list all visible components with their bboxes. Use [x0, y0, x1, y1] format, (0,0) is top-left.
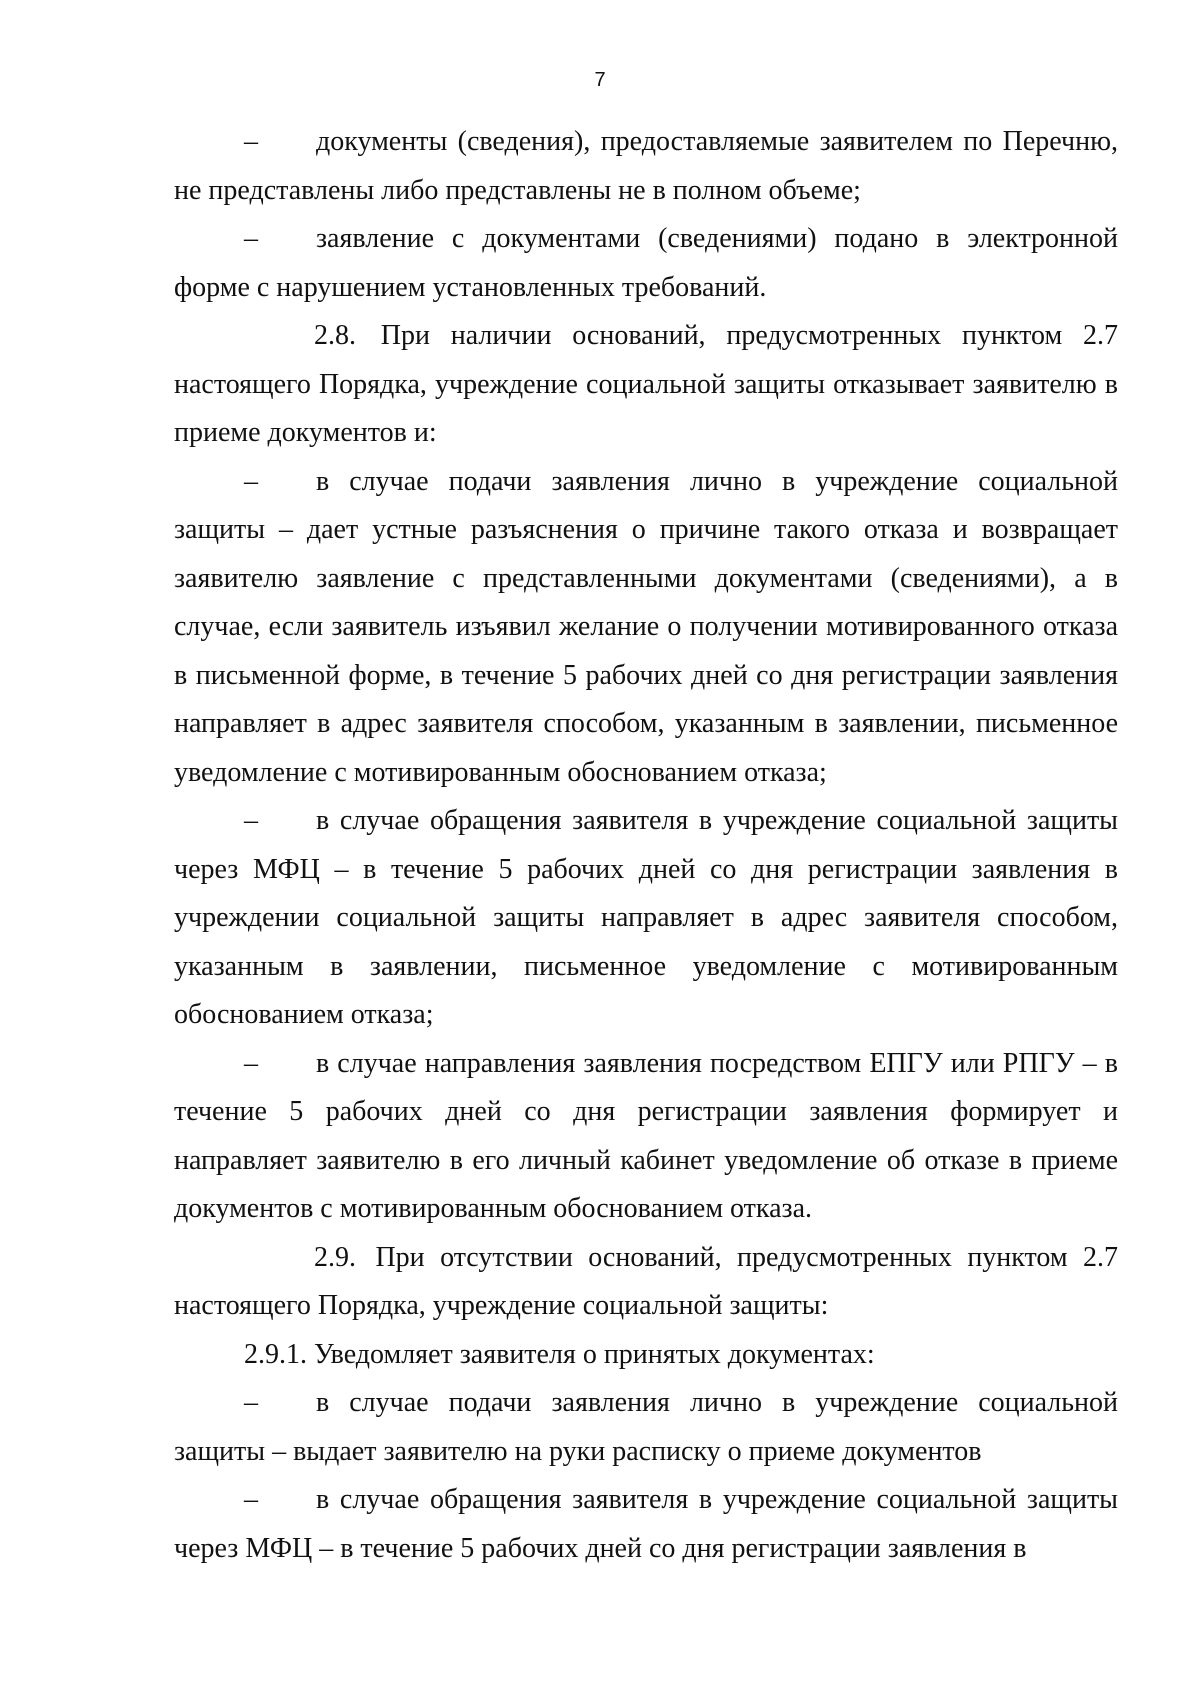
paragraph-2-9-1	[174, 1331, 1118, 1380]
paragraph-9	[174, 1379, 1118, 1476]
paragraph-2-9	[174, 1234, 1118, 1331]
paragraph-5	[174, 797, 1118, 1040]
paragraph-text: в случае подачи заявления лично в учреждение социальной защиты – выдает заявителю на руки расписку о приеме документов	[174, 1387, 1118, 1467]
paragraph-2	[174, 215, 1118, 312]
list-dash: –	[244, 223, 258, 254]
paragraph-text: в случае подачи заявления лично в учреждение социальной защиты – дает устные разъяснения о причине такого отказа и возвращает заявителю заявление с представленными документами (сведениями), а в случае, если заявитель изъявил желание о получении мотивированного отказа в письменной форме, в течение 5 рабочих дней со дня регистрации заявления направляет в адрес заявителя способом, указанным в заявлении, письменное уведомление с мотивированным обоснованием отказа;	[174, 465, 1118, 788]
paragraph-text: в случае обращения заявителя в учреждение социальной защиты через МФЦ – в течение 5 рабочих дней со дня регистрации заявления в	[174, 1484, 1118, 1564]
paragraph-2-8	[174, 312, 1118, 458]
list-dash: –	[244, 1387, 258, 1418]
list-dash: –	[244, 1047, 258, 1079]
paragraph-text: заявление с документами (сведениями) подано в электронной форме с нарушением установленных требований.	[174, 223, 1118, 303]
document-body	[174, 118, 1118, 1573]
paragraph-1	[174, 118, 1118, 215]
clause-number: 2.9.	[314, 1241, 356, 1273]
page-number: 7	[594, 69, 606, 91]
clause-number: 2.9.1.	[244, 1338, 307, 1370]
paragraph-10	[174, 1476, 1118, 1573]
list-dash: –	[244, 805, 258, 836]
list-dash: –	[244, 126, 258, 157]
paragraph-text: документы (сведения), предоставляемые заявителем по Перечню, не представлены либо представлены не в полном объеме;	[174, 126, 1118, 206]
paragraph-4	[174, 458, 1118, 798]
list-dash: –	[244, 1484, 258, 1515]
paragraph-text: в случае направления заявления посредством ЕПГУ или РПГУ – в течение 5 рабочих дней со дня регистрации заявления формирует и направляет заявителю в его личный кабинет уведомление об отказе в приеме документов с мотивированным обоснованием отказа.	[174, 1047, 1118, 1224]
clause-number: 2.8.	[314, 320, 356, 351]
paragraph-text: При отсутствии оснований, предусмотренных пунктом 2.7 настоящего Порядка, учреждение социальной защиты:	[174, 1241, 1119, 1321]
paragraph-text: Уведомляет заявителя о принятых документах:	[314, 1338, 875, 1370]
list-dash: –	[244, 465, 258, 497]
paragraph-6	[174, 1040, 1118, 1234]
paragraph-text: При наличии оснований, предусмотренных пунктом 2.7 настоящего Порядка, учреждение социальной защиты отказывает заявителю в приеме документов и:	[174, 320, 1118, 448]
paragraph-text: в случае обращения заявителя в учреждение социальной защиты через МФЦ – в течение 5 рабочих дней со дня регистрации заявления в учреждении социальной защиты направляет в адрес заявителя способом, указанным в заявлении, письменное уведомление с мотивированным обоснованием отказа;	[174, 805, 1118, 1030]
